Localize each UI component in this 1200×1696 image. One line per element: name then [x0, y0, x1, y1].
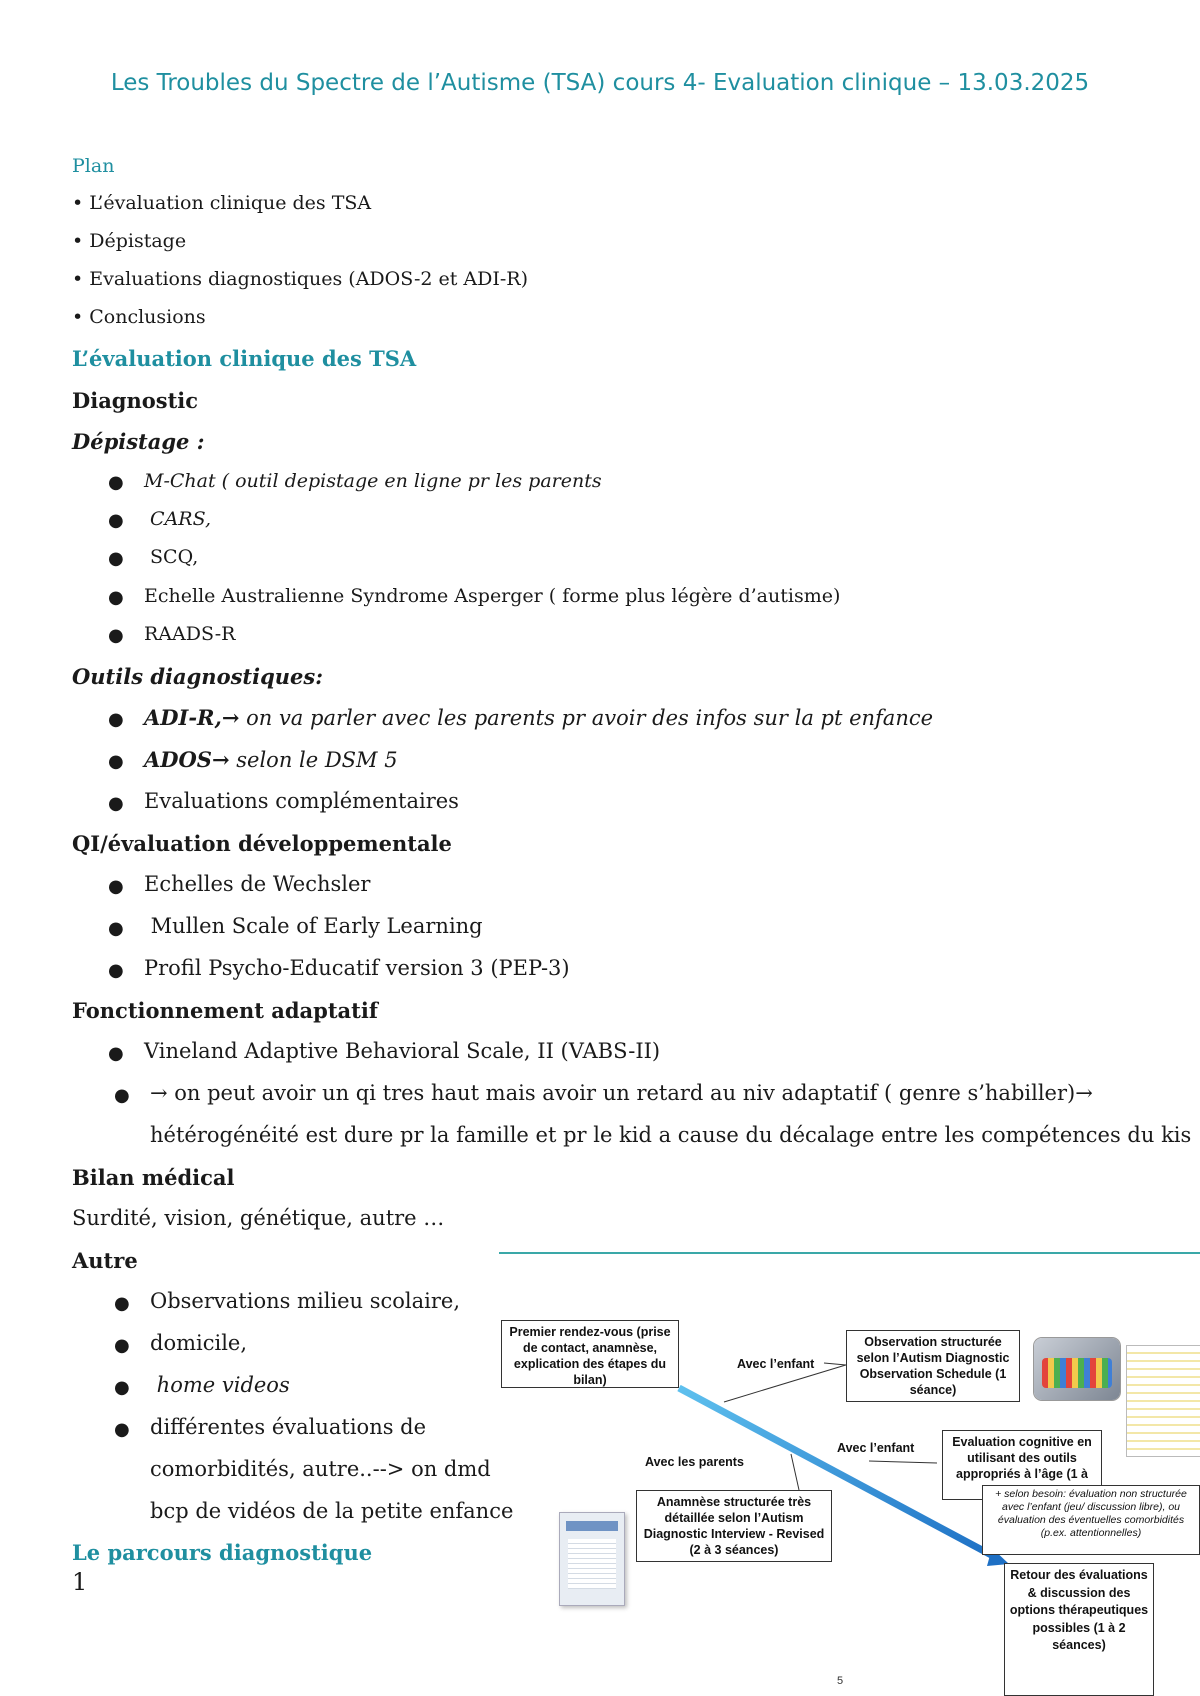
plan-item: • Evaluations diagnostiques (ADOS-2 et ADI-R): [72, 268, 529, 290]
outils-heading: Outils diagnostiques:: [72, 664, 323, 689]
diagnostic-pathway-diagram: [499, 1250, 1200, 1696]
bullet-icon: ●: [108, 793, 124, 814]
box-retour-evaluations: Retour des évaluations & discussion des options thérapeutiques possibles (1 à 2 séances): [1004, 1563, 1154, 1696]
qi-heading: QI/évaluation développementale: [72, 831, 452, 856]
plan-item: • Dépistage: [72, 230, 187, 252]
list-item: Echelles de Wechsler: [144, 872, 371, 896]
bullet-icon: ●: [108, 918, 124, 939]
bullet-icon: ●: [114, 1419, 130, 1440]
label-avec-enfant: Avec l’enfant: [837, 1441, 915, 1455]
list-item: RAADS-R: [144, 623, 236, 645]
list-item: domicile,: [150, 1331, 248, 1355]
list-item: Mullen Scale of Early Learning: [144, 914, 483, 938]
adir-text: on va parler avec les parents pr avoir des infos sur la pt enfance: [239, 706, 934, 730]
list-item: Vineland Adaptive Behavioral Scale, II (VABS-II): [144, 1039, 661, 1063]
bullet-icon: ●: [108, 751, 124, 772]
connector-line: [869, 1461, 937, 1463]
list-item: Profil Psycho-Educatif version 3 (PEP-3): [144, 956, 570, 980]
autre-heading: Autre: [72, 1248, 138, 1273]
note-selon-besoin: + selon besoin: évaluation non structurée avec l’enfant (jeu/ discussion libre), ou évaluation des éventuelles comorbidités (p.ex. attentionnelles): [982, 1485, 1200, 1555]
connector-line: [824, 1363, 846, 1365]
list-item: → on peut avoir un qi tres haut mais avoir un retard au niv adaptatif ( genre s’habiller)→: [150, 1081, 1093, 1105]
adir-booklet-photo: [559, 1512, 625, 1606]
list-item: SCQ,: [144, 546, 199, 568]
depistage-heading: Dépistage :: [72, 429, 205, 454]
list-item: Evaluations complémentaires: [144, 789, 459, 813]
box-observation-ados: Observation structurée selon l’Autism Diagnostic Observation Schedule (1 séance): [846, 1330, 1020, 1402]
bullet-icon: ●: [108, 876, 124, 897]
list-item: Observations milieu scolaire,: [150, 1289, 461, 1313]
list-item: CARS,: [144, 508, 211, 530]
slide-number: 5: [837, 1675, 844, 1687]
plan-label: Plan: [72, 155, 115, 177]
bullet-icon: ●: [114, 1085, 130, 1106]
bullet-icon: ●: [108, 1043, 124, 1064]
bullet-icon: ●: [108, 587, 124, 608]
diagnostic-heading: Diagnostic: [72, 388, 199, 413]
list-item-adir: [144, 705, 933, 730]
adaptatif-heading: Fonctionnement adaptatif: [72, 998, 378, 1023]
ados-kit-photo: [1034, 1338, 1120, 1400]
score-sheet-photo: [1126, 1345, 1200, 1457]
label-avec-enfant: Avec l’enfant: [737, 1357, 815, 1371]
ados-name: ADOS: [144, 747, 212, 772]
plan-item: • Conclusions: [72, 306, 206, 328]
bullet-icon: ●: [108, 510, 124, 531]
adir-name: ADI-R,: [144, 705, 222, 730]
list-item-continued: hétérogénéité est dure pr la famille et pr le kid a cause du décalage entre les compétences du kis: [150, 1123, 1192, 1147]
parcours-heading: Le parcours diagnostique: [72, 1540, 373, 1565]
box-anamnese-adir: Anamnèse structurée très détaillée selon l’Autism Diagnostic Interview - Revised (2 à 3 séances): [636, 1490, 832, 1562]
bilan-heading: Bilan médical: [72, 1165, 235, 1190]
bullet-icon: ●: [108, 548, 124, 569]
bullet-icon: ●: [108, 625, 124, 646]
bullet-icon: ●: [114, 1377, 130, 1398]
section-heading-evaluation: L’évaluation clinique des TSA: [72, 346, 417, 371]
bullet-icon: ●: [114, 1335, 130, 1356]
bullet-icon: ●: [108, 472, 124, 493]
box-premier-rendez-vous: Premier rendez-vous (prise de contact, anamnèse, explication des étapes du bilan): [501, 1320, 679, 1388]
ados-text: selon le DSM 5: [229, 748, 398, 772]
list-item: home videos: [150, 1373, 290, 1397]
list-item: différentes évaluations de: [150, 1415, 427, 1439]
list-item-ados: [144, 747, 398, 772]
label-avec-parents: Avec les parents: [645, 1455, 744, 1469]
bullet-icon: ●: [108, 709, 124, 730]
page-number: 1: [72, 1568, 88, 1596]
list-item: Echelle Australienne Syndrome Asperger ( forme plus légère d’autisme): [144, 585, 841, 607]
bilan-text: Surdité, vision, génétique, autre …: [72, 1206, 445, 1230]
connector-line: [791, 1454, 799, 1490]
list-item-continued: bcp de vidéos de la petite enfance: [150, 1499, 514, 1523]
plan-item: • L’évaluation clinique des TSA: [72, 192, 372, 214]
document-title: Les Troubles du Spectre de l’Autisme (TSA) cours 4- Evaluation clinique – 13.03.2025: [110, 70, 1090, 96]
arrow-right-icon: →: [221, 705, 240, 730]
list-item-continued: comorbidités, autre..--> on dmd: [150, 1457, 491, 1481]
box-evaluation-cognitive: Evaluation cognitive en utilisant des outils appropriés à l’âge (1 à: [942, 1430, 1102, 1500]
arrow-right-icon: →: [211, 747, 230, 772]
list-item: M-Chat ( outil depistage en ligne pr les parents: [144, 470, 602, 492]
bullet-icon: ●: [108, 960, 124, 981]
bullet-icon: ●: [114, 1293, 130, 1314]
